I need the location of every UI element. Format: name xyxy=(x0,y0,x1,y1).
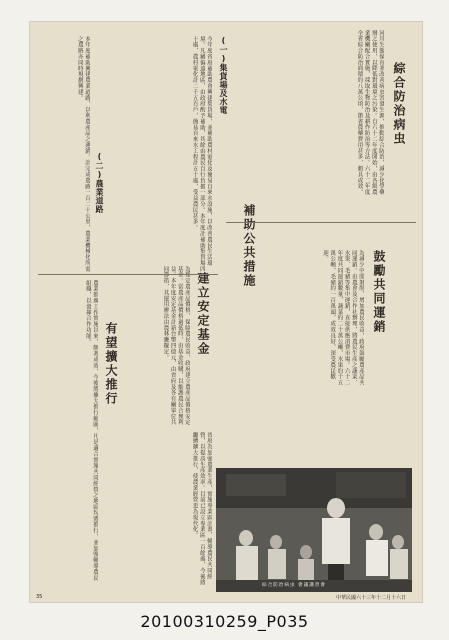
article4-body: 農業推廣工作實施以來，頗著成效，今後將擴大推行範圍，凡是適合實施共同經營之地區均將推行，並加強輔導農民組織，以發揮合作功能。 xyxy=(84,280,98,581)
article3-heading: 建立安定基金 xyxy=(196,272,210,356)
article2-sub1: (一)集貨場及水電 xyxy=(219,36,228,115)
photo-caption: 綜合防治病虫 會議講習會 xyxy=(262,583,326,588)
divider xyxy=(38,274,218,275)
article4-heading: 有望擴大推行 xyxy=(104,322,118,406)
article3-body: 為穩定農產品價格，保障農民收益，政府建立農產品價格安定基金。當農產品價格過低時，由基金收購，以維護農民合理利益。本年度安定基金計新台幣四億元，由省府及各有關單位共同籌措，其運用辦法由農林廳擬定。 xyxy=(162,266,190,426)
article5-heading: 鼓勵共同運銷 xyxy=(372,250,386,334)
article1-heading: 綜合防治病虫 xyxy=(392,62,406,146)
meeting-photo xyxy=(216,468,412,592)
page-number: 35 xyxy=(36,594,43,600)
article2-body2: 本年度補助興建農業道路，以利農產品之運銷。計完成農路一百二十公里，農業機械化所需之農路亦同時規劃興建。 xyxy=(76,36,90,272)
image-id-label: 20100310259_P035 xyxy=(140,612,309,631)
article2-sub2: (二)農業道路 xyxy=(95,152,104,214)
issue-date: 中華民國六十三年十二月十六日 xyxy=(336,595,407,601)
photo-illustration xyxy=(216,468,412,592)
divider xyxy=(226,222,416,223)
article1-body: 河川生態保育並改善病虫害發生源，推動綜合防治，減少化學藥劑之使用，以降低對環境之污染。自六十二年度開始，由各級農業機關配合實施，採取生物防治及耕作防治等方法。六十二年度全省綜合防治面積約八萬公頃，節省農藥費用甚多，頗具成效。 xyxy=(356,30,384,196)
magazine-page xyxy=(30,22,422,602)
article2-heading: 補助公共措施 xyxy=(242,204,256,288)
article6-body: 省府為加強農業生產，實施專業區計畫，輔導農民共同經營，以提高生產效率。目前已設立專業區一百餘處，今後將繼續擴大推行，使農業經營更為現代化。 xyxy=(191,432,212,586)
article2-body: 今年度省府補助農會興建集貨場，並補助農村電化及簡易自來水設施，以改善農民生活環境。凡屬偏遠地區，由政府酌予補助，其餘由農民自行負擔一部分。本年度計補助集貨場四十處，農村電化計二千五百戶，簡易自來水工程計五十處，受益農民甚多。 xyxy=(191,36,212,272)
article5-body: 為減少中間剝削，增加農民收益，政府鼓勵農產品共同運銷。由農會及合作社辦理，將農民生產之蔬菜、水果、毛豬等集中運銷，直接供應消費市場。六十二年度共同運銷數量，蔬菜約二十萬公噸，水果約十五萬公噸，毛豬約一百萬頭，成效良好，深受農民歡迎。 xyxy=(321,250,364,386)
